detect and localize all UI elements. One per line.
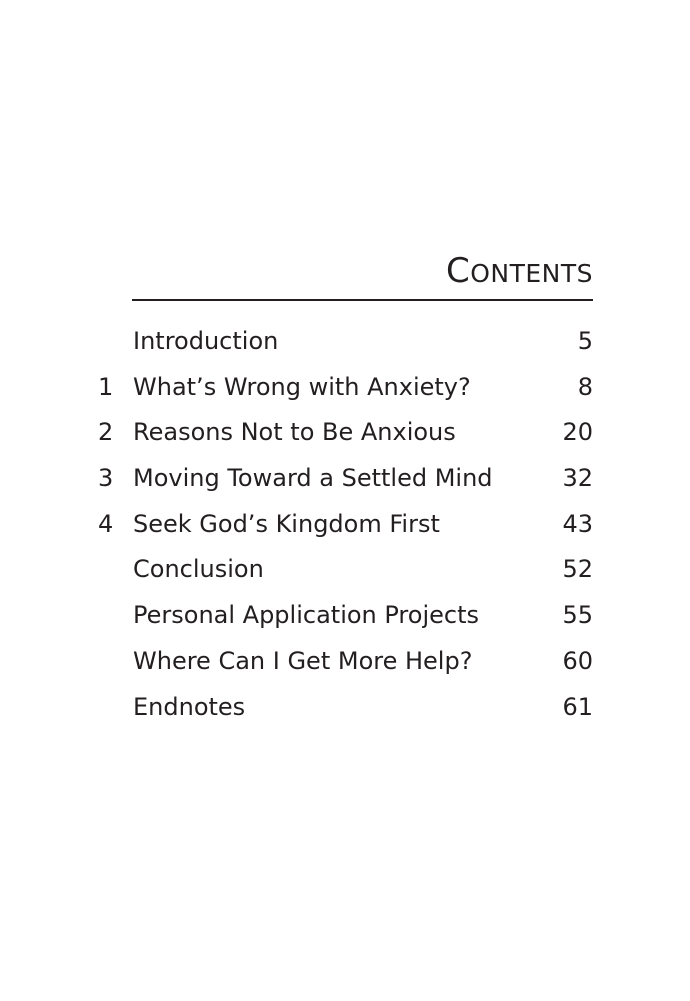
toc-row [98, 365, 593, 411]
chapter-page-number: 55 [562, 601, 593, 630]
toc-row [98, 547, 593, 593]
page-title-initial: C [445, 251, 471, 291]
chapter-number [98, 319, 133, 365]
toc-row [98, 593, 593, 639]
chapter-title: Personal Application Projects [133, 601, 479, 630]
chapter-number: 2 [98, 418, 114, 447]
chapter-number [98, 593, 133, 639]
chapter-title: Where Can I Get More Help? [133, 646, 473, 675]
toc-row [98, 502, 593, 548]
chapter-page-number: 60 [562, 646, 593, 675]
toc-row [98, 639, 593, 685]
chapter-title: Reasons Not to Be Anxious [133, 418, 456, 447]
chapter-number: 4 [98, 509, 114, 538]
page-title [445, 251, 593, 294]
chapter-number [98, 685, 133, 731]
page-title-rest: ONTENTS [470, 259, 593, 288]
chapter-number: 3 [98, 464, 114, 493]
chapter-page-number: 8 [577, 372, 593, 401]
chapter-title: Endnotes [133, 692, 246, 721]
table-of-contents [98, 319, 593, 730]
chapter-number: 1 [98, 372, 114, 401]
chapter-title: Conclusion [133, 555, 264, 584]
heading-rule [132, 299, 593, 301]
toc-row [98, 410, 593, 456]
chapter-title: Seek God’s Kingdom First [133, 509, 440, 538]
chapter-page-number: 43 [562, 509, 593, 538]
toc-row [98, 456, 593, 502]
chapter-title: Moving Toward a Settled Mind [133, 464, 493, 493]
chapter-page-number: 20 [562, 418, 593, 447]
chapter-title: Introduction [133, 327, 279, 355]
toc-row [98, 319, 593, 365]
toc-row [98, 685, 593, 731]
chapter-number [98, 639, 133, 685]
chapter-page-number: 5 [577, 327, 593, 355]
chapter-number [98, 547, 133, 593]
chapter-page-number: 61 [562, 692, 593, 721]
chapter-title: What’s Wrong with Anxiety? [133, 372, 471, 401]
chapter-page-number: 52 [562, 555, 593, 584]
chapter-page-number: 32 [562, 464, 593, 493]
